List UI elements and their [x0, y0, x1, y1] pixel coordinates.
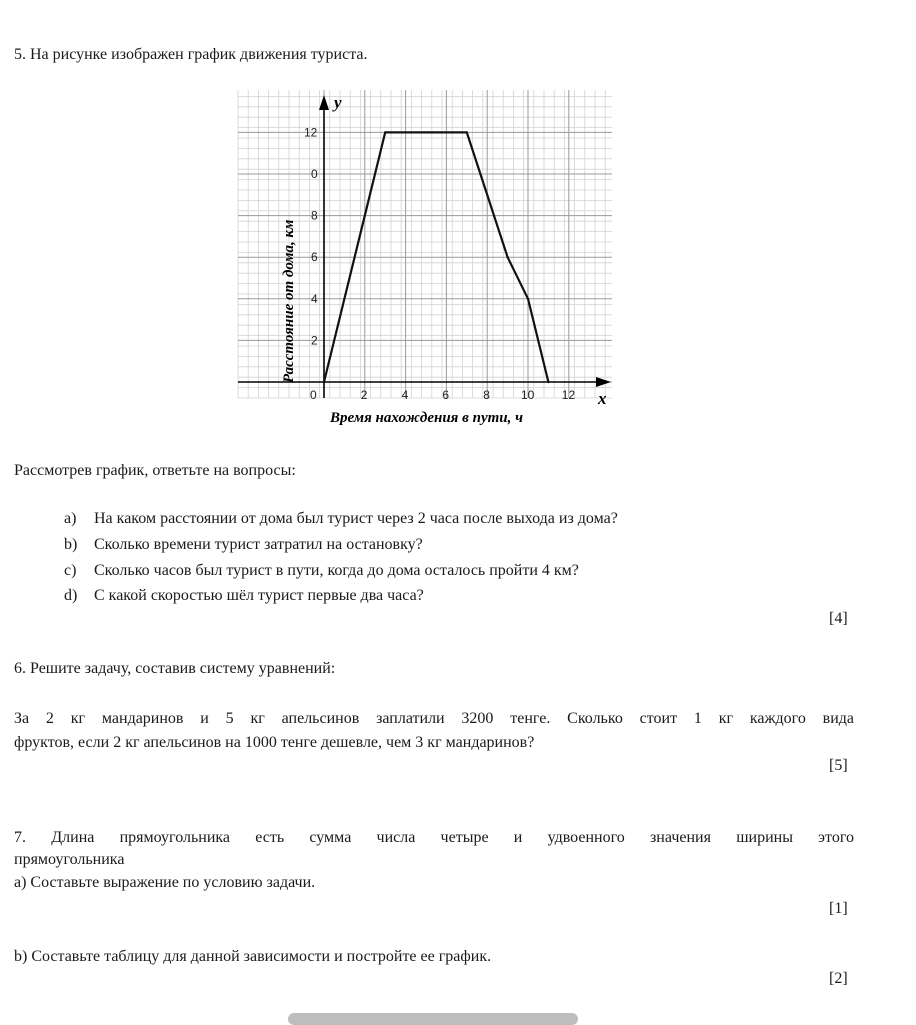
tourist-motion-chart [0, 0, 916, 440]
question-b-text: Сколько времени турист затратил на остановку? [94, 536, 423, 553]
y-tick-label: 0 [311, 167, 318, 181]
y-tick-label: 12 [304, 125, 318, 140]
series-point [506, 256, 508, 258]
series-point [547, 381, 549, 383]
x-tick-label: 6 [442, 388, 450, 402]
x-axis-arrow [596, 377, 611, 387]
y-tick-label: 8 [311, 208, 318, 223]
question-a-letter: a) [64, 510, 77, 527]
question-d [64, 587, 424, 605]
question-b-letter: b) [64, 536, 78, 553]
x-tick-label: 0 [310, 388, 317, 402]
y-tick-label: 6 [311, 250, 318, 265]
question-a [64, 510, 618, 528]
x-tick-label: 2 [360, 388, 368, 402]
x-tick-label: 8 [483, 388, 490, 402]
task-6-text-line-1: За 2 кг мандаринов и 5 кг апельсинов заплатили 3200 тенге. Сколько стоит 1 кг каждого вида [14, 710, 854, 727]
task-5-title: 5. На рисунке изображен график движения туриста. [14, 46, 368, 63]
y-tick-label: 2 [311, 333, 318, 348]
task-6-text-line-2: фруктов, если 2 кг апельсинов на 1000 тенге дешевле, чем 3 кг мандаринов? [14, 734, 535, 751]
task-5-marks: [4] [829, 610, 848, 627]
scroll-indicator-bar[interactable] [288, 1013, 578, 1025]
task-7-text-line-2: прямоугольника [14, 851, 125, 868]
task-6-title: 6. Решите задачу, составив систему уравнений: [14, 660, 336, 677]
series-point [323, 381, 325, 383]
series-point [384, 131, 386, 133]
task-7-part-a: а) Составьте выражение по условию задачи. [14, 874, 316, 891]
chart-tick-labels [304, 125, 575, 402]
question-a-text: На каком расстоянии от дома был турист через 2 часа после выхода из дома? [94, 510, 618, 527]
x-tick-label: 4 [401, 388, 409, 402]
question-c-text: Сколько часов был турист в пути, когда до дома осталось пройти 4 км? [94, 562, 579, 579]
y-axis-label: Расстояние от дома, км [281, 219, 297, 383]
task-6-marks: [5] [829, 757, 848, 774]
question-d-text: С какой скоростью шёл турист первые два часа? [94, 587, 424, 604]
x-axis-letter: x [598, 389, 607, 408]
series-point [466, 131, 468, 133]
question-c [64, 562, 579, 580]
y-tick-label: 4 [311, 291, 318, 306]
series-point [527, 298, 529, 300]
question-b [64, 536, 423, 554]
y-axis-letter: y [334, 93, 342, 112]
x-tick-label: 10 [521, 388, 535, 402]
x-tick-label: 12 [561, 388, 576, 402]
task-5-prompt: Рассмотрев график, ответьте на вопросы: [14, 462, 296, 479]
y-axis-arrow [319, 95, 329, 110]
task-7-part-b: b) Составьте таблицу для данной зависимости и постройте ее график. [14, 948, 492, 965]
task-7-text-line-1: 7. Длина прямоугольника есть сумма числа четыре и удвоенного значения ширины этого [14, 829, 854, 846]
x-axis-label: Время нахождения в пути, ч [330, 410, 523, 426]
task-7-marks-a: [1] [829, 900, 848, 917]
question-d-letter: d) [64, 587, 78, 604]
task-7-marks-b: [2] [829, 970, 848, 987]
question-c-letter: c) [64, 562, 77, 579]
